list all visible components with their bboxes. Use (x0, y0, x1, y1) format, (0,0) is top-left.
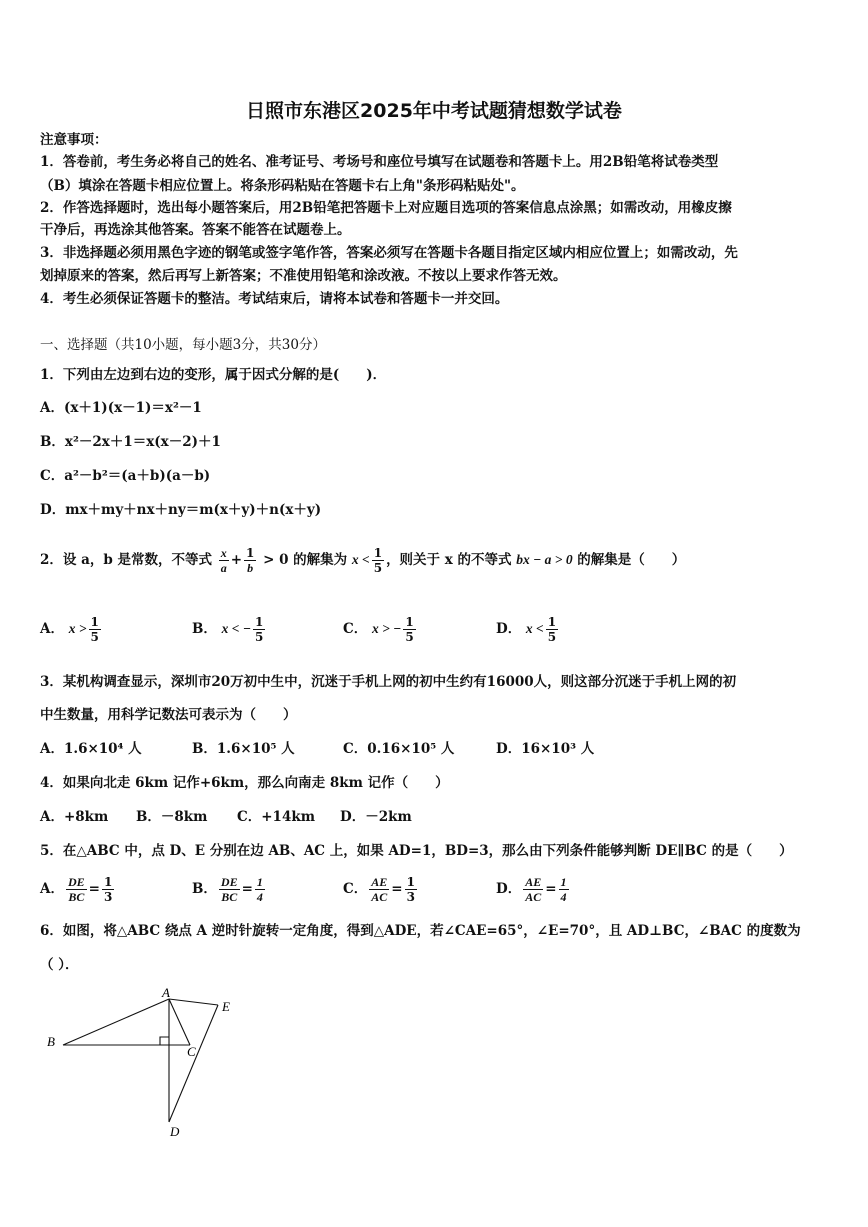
question-1-stem: 1．下列由左边到右边的变形，属于因式分解的是( )． (40, 367, 387, 383)
segment-ba (63, 999, 169, 1045)
fraction: $\frac{AE}{AC}$ (525, 875, 542, 904)
fraction-x-over-a: $\frac{x}{a}$ (220, 546, 227, 575)
question-2-option-a: A． x > $\frac{1}{5}$ (40, 615, 99, 644)
question-6-stem-line-1: 6．如图，将△ABC 绕点 A 逆时针旋转一定角度，得到△ADE，若∠CAE=65°，∠E=70°，且 AD⊥BC，∠BAC 的度数为 (40, 923, 801, 939)
question-4-option-d: D．－2km (340, 809, 412, 825)
point-label-c: C (187, 1044, 196, 1059)
notice-line: 1．答卷前，考生务必将自己的姓名、准考证号、考场号和座位号填写在试题卷和答题卡上。用2B铅笔将试卷类型 (40, 154, 719, 170)
question-2-text-1: 2．设 a，b 是常数，不等式 (40, 552, 212, 568)
right-angle-mark (160, 1037, 169, 1045)
point-label-b: B (47, 1034, 55, 1049)
fraction: $\frac{DE}{BC}$ (67, 875, 85, 904)
question-1-option-d: D．mx＋my＋nx＋ny＝m(x＋y)＋n(x＋y) (40, 502, 322, 518)
fraction: $\frac{1}{3}$ (103, 875, 113, 904)
fraction: $\frac{1}{5}$ (255, 615, 264, 644)
fraction: $\frac{AE}{AC}$ (371, 875, 388, 904)
point-label-e: E (222, 999, 230, 1014)
question-2-text-2: > 0 的解集为 (263, 552, 348, 568)
notice-heading: 注意事项： (40, 132, 108, 148)
question-2-option-b: B． x < − $\frac{1}{5}$ (192, 615, 264, 644)
question-5-option-b: B． $\frac{DE}{BC}$ = $\frac{1}{4}$ (192, 875, 263, 904)
question-1-option-b: B．x²－2x＋1＝x(x－2)＋1 (40, 434, 221, 450)
question-4-stem: 4．如果向北走 6km 记作+6km，那么向南走 8km 记作（ ） (40, 775, 449, 791)
notice-line: 干净后，再选涂其他答案。答案不能答在试题卷上。 (40, 222, 351, 238)
notice-line: （B）填涂在答题卡相应位置上。将条形码粘贴在答题卡右上角"条形码粘贴处"。 (40, 178, 525, 194)
question-4-option-c: C．+14km (237, 809, 315, 825)
question-2-option-d: D． x < $\frac{1}{5}$ (496, 615, 557, 644)
question-2-text-3: ，则关于 x 的不等式 (386, 552, 512, 568)
question-1-option-a: A．(x＋1)(x－1)＝x²－1 (40, 400, 202, 416)
segment-ae (169, 999, 218, 1005)
fraction: $\frac{1}{5}$ (405, 615, 414, 644)
question-6-figure (40, 984, 250, 1144)
notice-line: 划掉原来的答案，然后再写上新答案；不准使用铅笔和涂改液。不按以上要求作答无效。 (40, 268, 567, 284)
question-5-option-c: C． $\frac{AE}{AC}$ = $\frac{1}{3}$ (343, 875, 415, 904)
fraction: $\frac{1}{3}$ (406, 875, 415, 904)
fraction: $\frac{1}{4}$ (560, 875, 567, 904)
question-5-stem: 5．在△ABC 中，点 D、E 分别在边 AB、AC 上，如果 AD=1，BD=3，那么由下列条件能够判断 DE∥BC 的是（ ） (40, 843, 793, 859)
fraction: $\frac{1}{4}$ (256, 875, 263, 904)
fraction: $\frac{1}{5}$ (547, 615, 557, 644)
question-3-option-b: B．1.6×10⁵ 人 (192, 741, 295, 757)
question-2-option-c: C． x > − $\frac{1}{5}$ (343, 615, 414, 644)
question-3-stem-line-2: 中生数量，用科学记数法可表示为（ ） (40, 707, 297, 723)
point-label-a: A (162, 985, 170, 1000)
question-3-option-d: D．16×10³ 人 (496, 741, 595, 757)
fraction: $\frac{DE}{BC}$ (220, 875, 238, 904)
fraction-1-over-b: $\frac{1}{b}$ (246, 546, 255, 575)
question-5-option-d: D． $\frac{AE}{AC}$ = $\frac{1}{4}$ (496, 875, 567, 904)
question-6-stem-line-2: （ ）． (40, 957, 79, 973)
question-2-stem: 2．设 a，b 是常数，不等式 $\frac{x}{a}$ + $\frac{1}{b}$ > 0 的解集为 x < $\frac{1}{5}$ ，则关于 x 的不等式 bx − a > 0 的解集是（ ） (40, 546, 686, 575)
section-heading: 一、选择题（共10小题，每小题3分，共30分） (40, 337, 326, 353)
segment-ed (169, 1005, 218, 1122)
question-2-inequality: bx − a > 0 (516, 552, 573, 567)
page-title: 日照市东港区2025年中考试题猜想数学试卷 (246, 100, 622, 122)
fraction-1-over-5: $\frac{1}{5}$ (373, 546, 383, 575)
point-label-d: D (170, 1124, 180, 1139)
question-4-option-b: B．－8km (136, 809, 208, 825)
question-3-option-c: C．0.16×10⁵ 人 (343, 741, 455, 757)
question-2-text-4: 的解集是（ ） (577, 552, 686, 568)
question-4-option-a: A．+8km (40, 809, 109, 825)
notice-line: 2．作答选择题时，选出每小题答案后，用2B铅笔把答题卡上对应题目选项的答案信息点涂黑；如需改动，用橡皮擦 (40, 200, 732, 216)
fraction: $\frac{1}{5}$ (90, 615, 99, 644)
question-5-option-a: A． $\frac{DE}{BC}$ = $\frac{1}{3}$ (40, 875, 113, 904)
question-2-xlt: x < (351, 552, 370, 567)
question-3-stem-line-1: 3．某机构调查显示，深圳市20万初中生中，沉迷于手机上网的初中生约有16000人，则这部分沉迷于手机上网的初 (40, 674, 737, 690)
question-3-option-a: A．1.6×10⁴ 人 (40, 741, 142, 757)
question-1-option-c: C．a²－b²＝(a＋b)(a－b) (40, 468, 211, 484)
segment-ac (169, 999, 190, 1045)
notice-line: 3．非选择题必须用黑色字迹的钢笔或签字笔作答，答案必须写在答题卡各题目指定区域内相应位置上；如需改动，先 (40, 245, 738, 261)
notice-line: 4．考生必须保证答题卡的整洁。考试结束后，请将本试卷和答题卡一并交回。 (40, 291, 509, 307)
